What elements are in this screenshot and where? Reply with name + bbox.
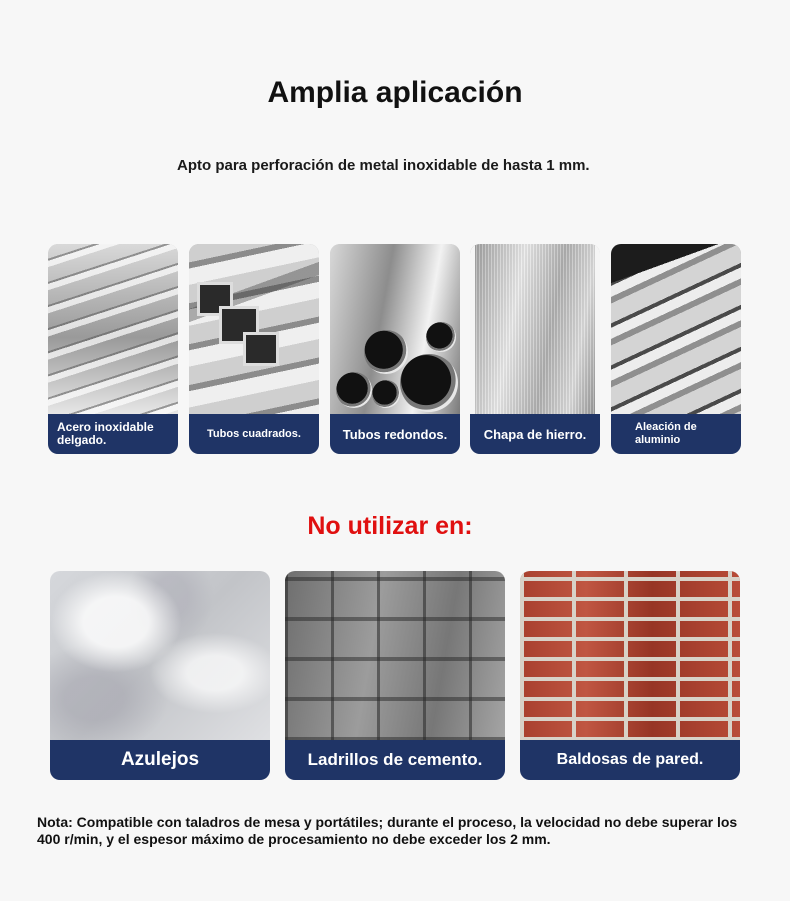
unsuitable-materials <box>50 571 740 780</box>
unsuitable-card-cement-bricks <box>285 571 505 780</box>
brick-wall-image <box>520 571 740 741</box>
material-label: Tubos cuadrados. <box>189 414 319 454</box>
cement-bricks-image <box>285 571 505 741</box>
usage-note: Nota: Compatible con taladros de mesa y portátiles; durante el proceso, la velocidad no debe superar los 400 r/min, y el espesor máximo de procesamiento no debe exceder los 2 mm. <box>37 814 738 847</box>
page-subtitle: Apto para perforación de metal inoxidable de hasta 1 mm. <box>177 157 590 174</box>
material-card-thin-steel <box>48 244 178 454</box>
material-card-aluminium <box>611 244 741 454</box>
material-card-square-tubes <box>189 244 319 454</box>
material-label: Tubos redondos. <box>330 414 460 454</box>
page-title: Amplia aplicación <box>267 76 523 109</box>
thin-stainless-steel-image <box>48 244 178 414</box>
suitable-materials <box>48 244 742 454</box>
unsuitable-label: Baldosas de pared. <box>520 740 740 780</box>
unsuitable-card-tiles <box>50 571 270 780</box>
tiles-image <box>50 571 270 741</box>
material-label: Acero inoxidable delgado. <box>48 414 178 454</box>
square-tubes-image <box>189 244 319 414</box>
aluminium-alloy-image <box>611 244 741 414</box>
unsuitable-card-wall-tiles <box>520 571 740 780</box>
round-tubes-image <box>330 244 460 414</box>
material-card-round-tubes <box>330 244 460 454</box>
unsuitable-label: Ladrillos de cemento. <box>285 740 505 780</box>
iron-sheet-image <box>470 244 600 414</box>
material-card-iron-sheet <box>470 244 600 454</box>
warning-title: No utilizar en: <box>307 512 473 540</box>
unsuitable-label: Azulejos <box>50 740 270 780</box>
material-label: Aleación de aluminio <box>611 414 741 454</box>
material-label: Chapa de hierro. <box>470 414 600 454</box>
